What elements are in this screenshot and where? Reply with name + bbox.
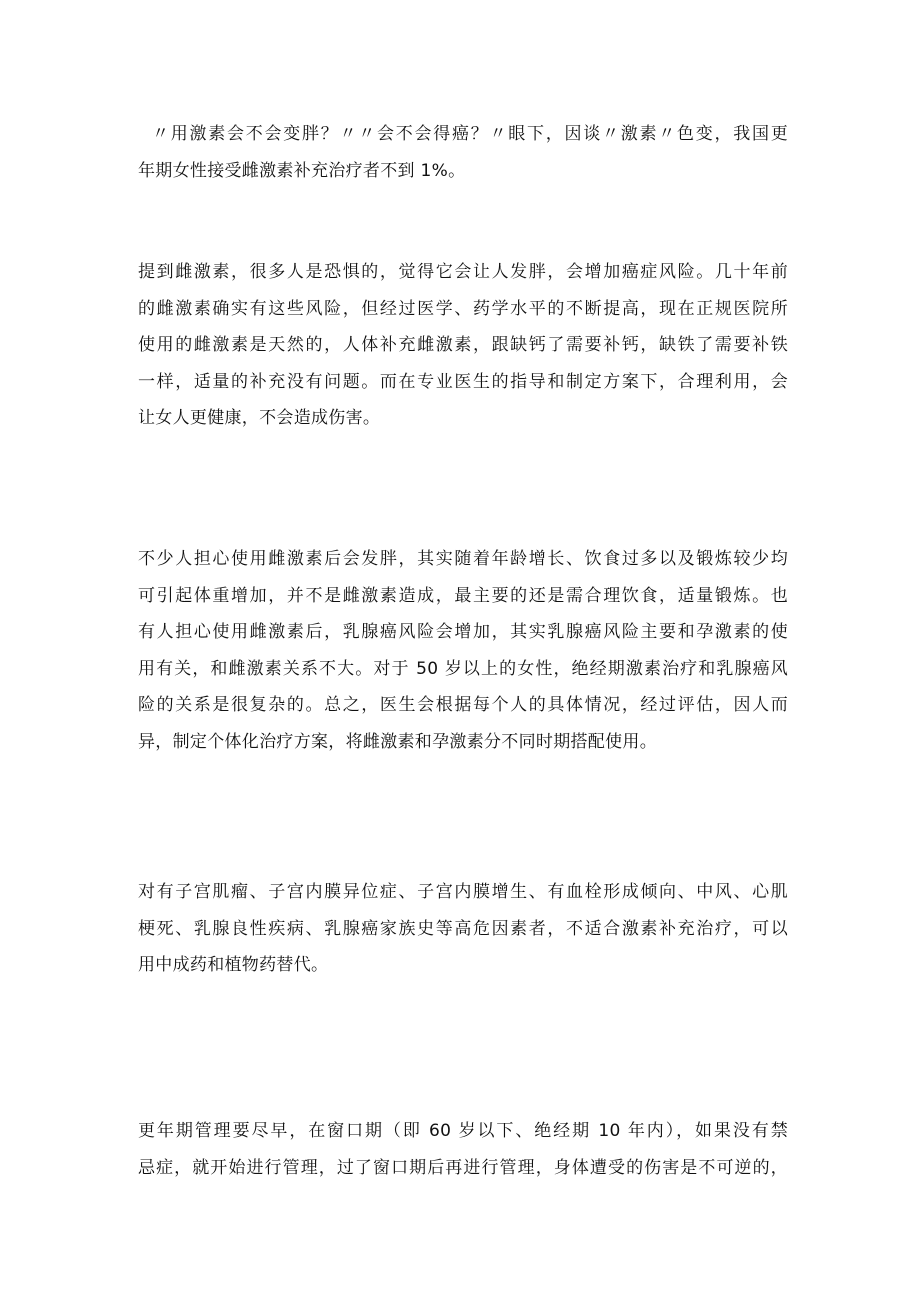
- paragraph-window-period: [138, 1113, 788, 1186]
- text-line: 用有关，和雌激素关系不大。对于 50 岁以上的女性，绝经期激素治疗和乳腺癌风: [138, 658, 788, 679]
- text-line: 年期女性接受雌激素补充治疗者不到 1%。: [138, 160, 466, 181]
- text-line: 更年期管理要尽早，在窗口期（即 60 岁以下、绝经期 10 年内），如果没有禁: [138, 1121, 788, 1141]
- text-line: 险的关系是很复杂的。总之，医生会根据每个人的具体情况，经过评估，因人而: [138, 695, 788, 715]
- text-line: 的雌激素确实有这些风险，但经过医学、药学水平的不断提高，现在正规医院所: [138, 298, 788, 319]
- text-line: 让女人更健康，不会造成伤害。: [138, 408, 381, 428]
- paragraph-weight-cancer: [138, 541, 788, 760]
- text-line: 对有子宫肌瘤、子宫内膜异位症、子宫内膜增生、有血栓形成倾向、中风、心肌: [138, 882, 788, 902]
- text-line: 〃用激素会不会变胖？〃〃会不会得癌？〃眼下，因谈〃激素〃色变，我国更: [152, 124, 788, 144]
- paragraph-intro: [138, 116, 788, 189]
- text-line: 不少人担心使用雌激素后会发胖，其实随着年龄增长、饮食过多以及锻炼较少均: [138, 549, 788, 569]
- paragraph-contraindications: [138, 874, 788, 984]
- text-line: 使用的雌激素是天然的，人体补充雌激素，跟缺钙了需要补钙，缺铁了需要补铁: [138, 335, 788, 355]
- text-line: 有人担心使用雌激素后，乳腺癌风险会增加，其实乳腺癌风险主要和孕激素的使: [138, 622, 788, 642]
- text-line: 忌症，就开始进行管理，过了窗口期后再进行管理，身体遭受的伤害是不可逆的，: [138, 1157, 788, 1178]
- paragraph-estrogen-fear: [138, 254, 788, 437]
- text-line: 可引起体重增加，并不是雌激素造成，最主要的还是需合理饮食，适量锻炼。也: [138, 585, 788, 606]
- text-line: 用中成药和植物药替代。: [138, 955, 329, 975]
- text-line: 梗死、乳腺良性疾病、乳腺癌家族史等高危因素者，不适合激素补充治疗，可以: [138, 918, 788, 939]
- text-line: 一样，适量的补充没有问题。而在专业医生的指导和制定方案下，合理利用，会: [138, 371, 788, 392]
- text-line: 异，制定个体化治疗方案，将雌激素和孕激素分不同时期搭配使用。: [138, 731, 657, 752]
- text-line: 提到雌激素，很多人是恐惧的，觉得它会让人发胖，会增加癌症风险。几十年前: [138, 262, 788, 282]
